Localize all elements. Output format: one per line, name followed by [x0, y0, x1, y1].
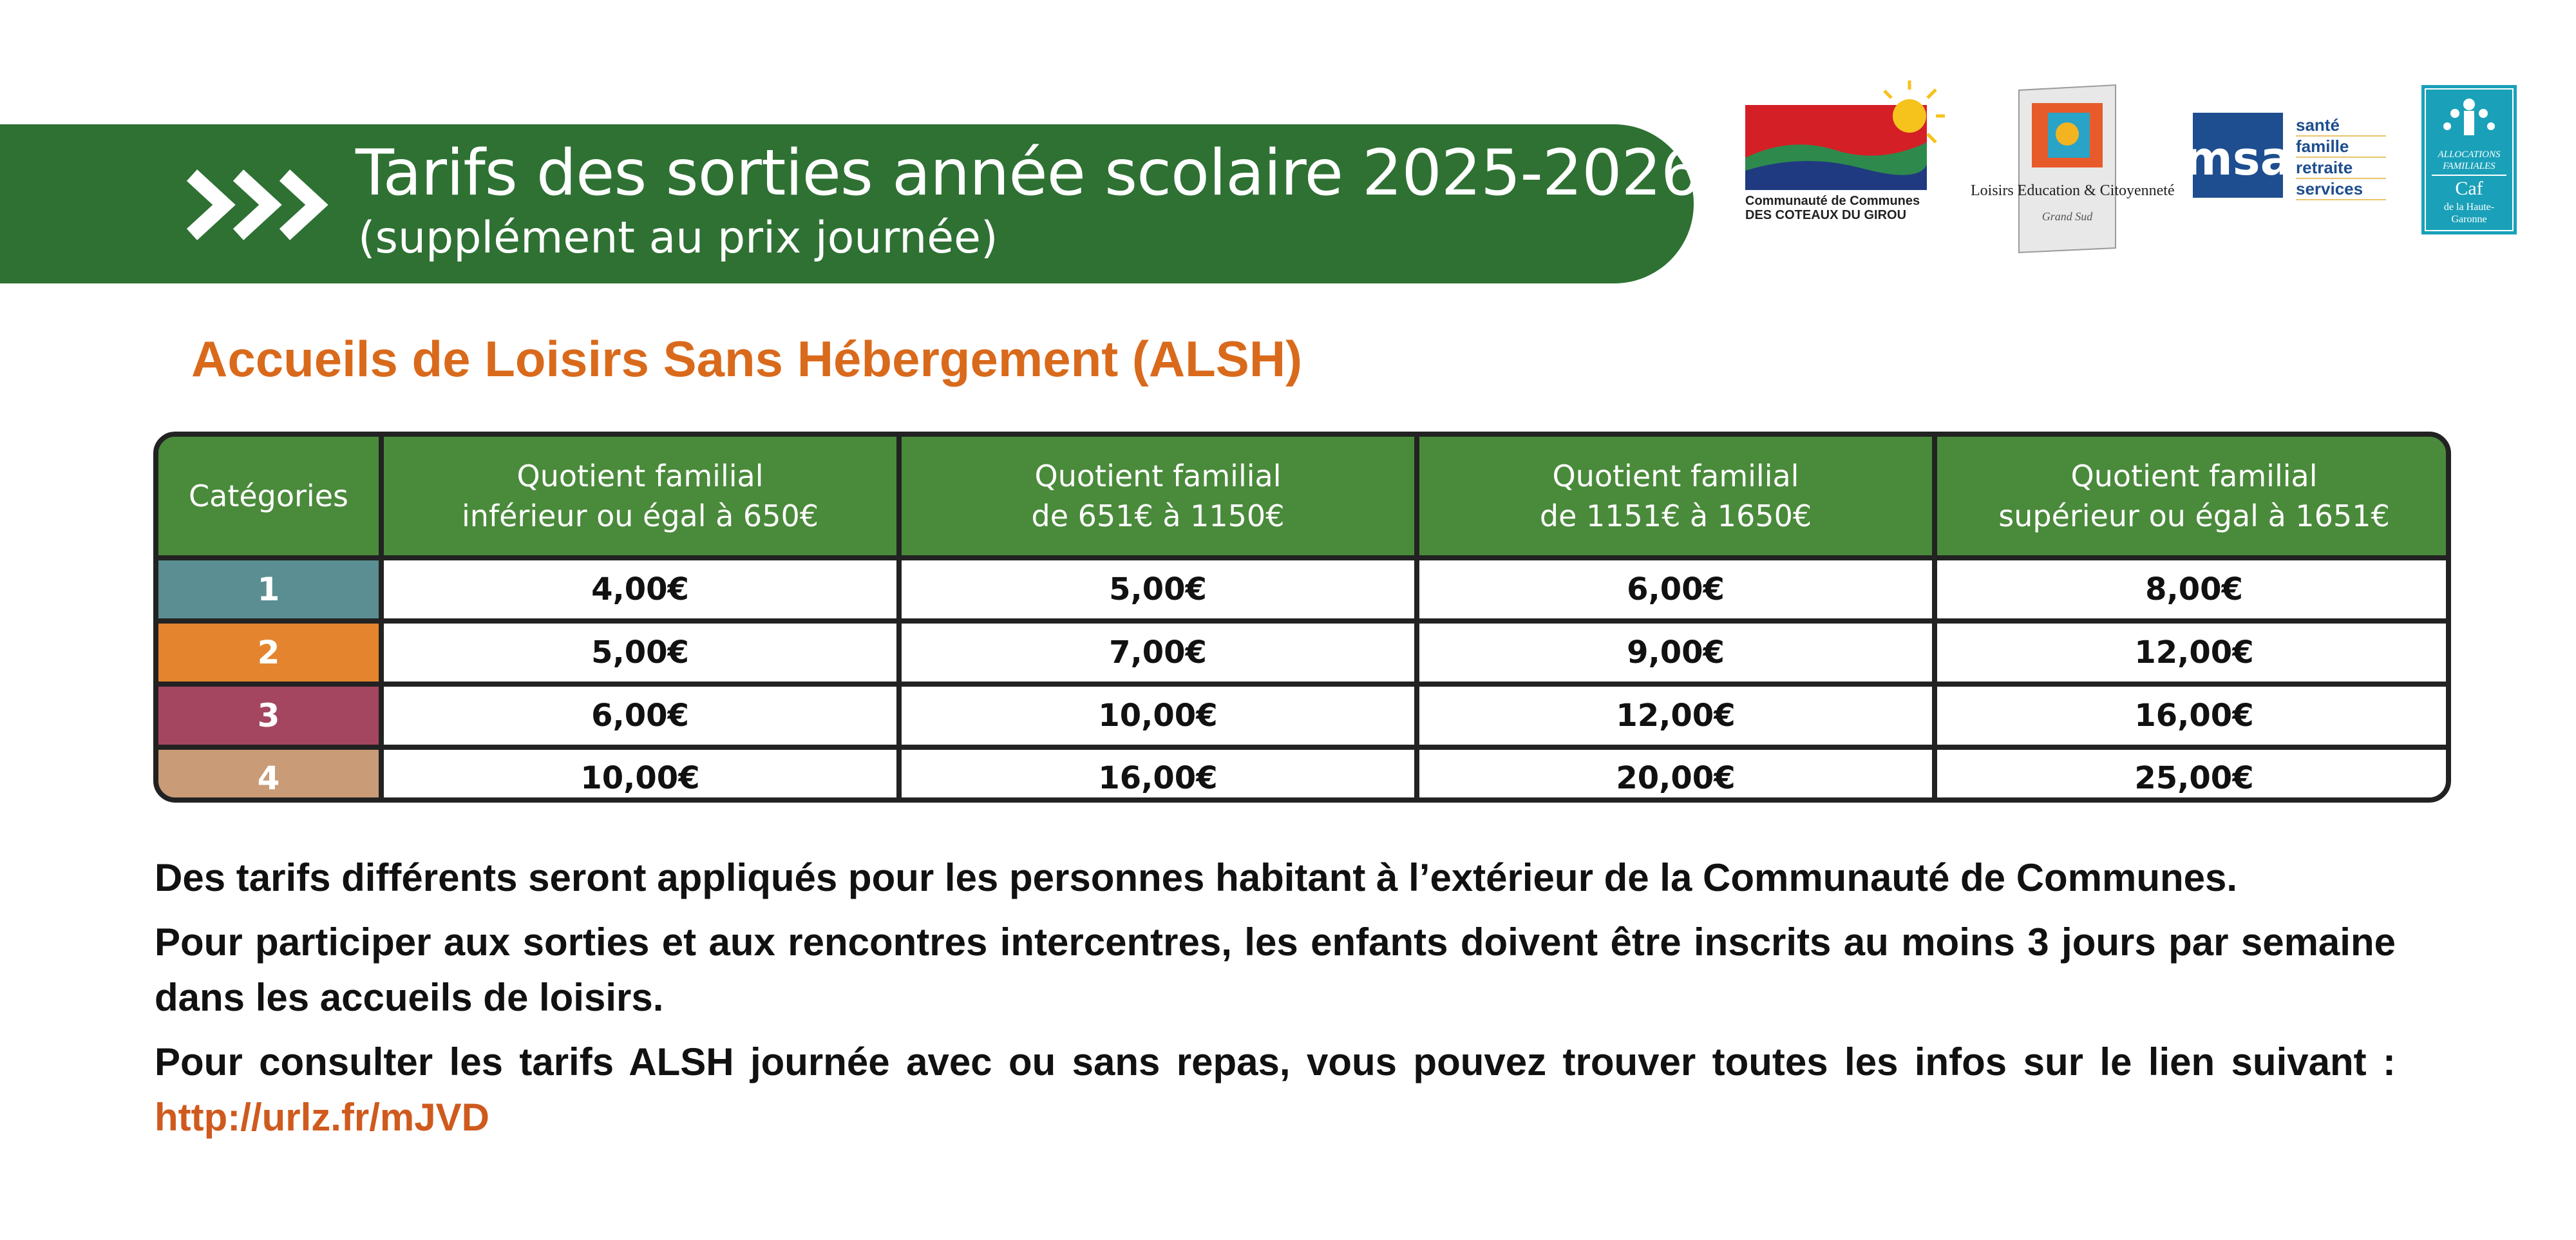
caf-caption: de la Haute- — [2443, 202, 2495, 213]
price-cell: 6,00€ — [1419, 560, 1932, 618]
caf-caption: Garonne — [2451, 214, 2487, 225]
note-more-info — [155, 1035, 2396, 1145]
header-line: Quotient familial — [1552, 459, 1799, 493]
tariff-grid — [158, 437, 2446, 797]
logo-caption: DES COTEAUX DU GIROU — [1745, 208, 1907, 222]
logo-coteaux-du-girou — [1745, 81, 1945, 229]
page-subtitle: (supplément au prix journée) — [358, 213, 998, 263]
price-cell: 9,00€ — [1419, 624, 1932, 682]
price-cell: 25,00€ — [1937, 750, 2451, 803]
section-title: Accueils de Loisirs Sans Hébergement (ALSH) — [191, 330, 1303, 387]
category-cell: 1 — [158, 560, 379, 618]
info-link[interactable]: http://urlz.fr/mJVD — [155, 1096, 489, 1139]
header-quotient-col-4 — [1937, 437, 2451, 555]
triple-chevron-right-icon — [187, 166, 332, 243]
msa-mark-text: msa — [2193, 131, 2289, 186]
msa-tagline — [2296, 115, 2386, 200]
note-registration-requirement: Pour participer aux sorties et aux rencontres intercentres, les enfants doivent être inscrits au moins 3 jours par semaine dans les accueils de loisirs. — [155, 920, 2396, 1019]
header-quotient-col-3 — [1419, 437, 1932, 555]
header-line: de 651€ à 1150€ — [1031, 499, 1285, 533]
price-cell: 10,00€ — [384, 750, 896, 803]
logo-msa — [2193, 113, 2386, 209]
lec-emblem-icon — [1971, 84, 2175, 258]
msa-tagline-line: famille — [2296, 137, 2386, 158]
price-cell: 20,00€ — [1419, 750, 1932, 803]
logo-loisirs-education-citoyennete — [1971, 84, 2175, 258]
header-categories: Catégories — [158, 437, 379, 555]
price-cell: 5,00€ — [384, 624, 896, 682]
header-quotient-col-1 — [384, 437, 896, 555]
price-cell: 10,00€ — [902, 687, 1414, 745]
price-cell: 8,00€ — [1937, 560, 2451, 618]
price-cell: 16,00€ — [1937, 687, 2451, 745]
tariff-table — [153, 432, 2451, 803]
header-line: inférieur ou égal à 650€ — [462, 499, 819, 533]
header-line: Quotient familial — [2070, 459, 2318, 493]
header-quotient-col-2 — [902, 437, 1414, 555]
note-more-info-text: Pour consulter les tarifs ALSH journée avec ou sans repas, vous pouvez trouver toutes les infos sur le lien suivant : — [155, 1040, 2396, 1083]
category-cell: 3 — [158, 687, 379, 745]
price-cell: 5,00€ — [902, 560, 1414, 618]
msa-tagline-line: santé — [2296, 115, 2386, 137]
header-line: de 1151€ à 1650€ — [1539, 499, 1812, 533]
logo-caption: Grand Sud — [2041, 210, 2093, 223]
page-title: Tarifs des sorties année scolaire 2025-2026 — [355, 137, 1701, 210]
note-exterior-rates: Des tarifs différents seront appliqués pour les personnes habitant à l’extérieur de la Communauté de Communes. — [155, 856, 2238, 899]
notes-block — [155, 850, 2396, 1154]
msa-tagline-line: retraite — [2296, 158, 2386, 179]
logo-caption: Communauté de Communes — [1745, 194, 1920, 208]
category-cell: 4 — [158, 750, 379, 803]
price-cell: 4,00€ — [384, 560, 896, 618]
caf-caption: ALLOCATIONS — [2438, 149, 2501, 160]
price-cell: 12,00€ — [1419, 687, 1932, 745]
caf-caption: FAMILIALES — [2443, 161, 2496, 171]
price-cell: 16,00€ — [902, 750, 1414, 803]
price-cell: 12,00€ — [1937, 624, 2451, 682]
price-cell: 6,00€ — [384, 687, 896, 745]
msa-tagline-line: services — [2296, 179, 2386, 200]
header-line: Quotient familial — [1034, 459, 1282, 493]
landscape-sun-logo-icon — [1745, 81, 1945, 190]
logo-caf-haute-garonne — [2421, 85, 2517, 234]
logo-caption: Loisirs Education & Citoyenneté — [1971, 182, 2175, 199]
header-line: Quotient familial — [516, 459, 764, 493]
category-cell: 2 — [158, 624, 379, 682]
header-line: supérieur ou égal à 1651€ — [1998, 499, 2390, 533]
msa-mark-icon — [2193, 113, 2289, 203]
price-cell: 7,00€ — [902, 624, 1414, 682]
caf-mark: Caf — [2455, 178, 2483, 199]
